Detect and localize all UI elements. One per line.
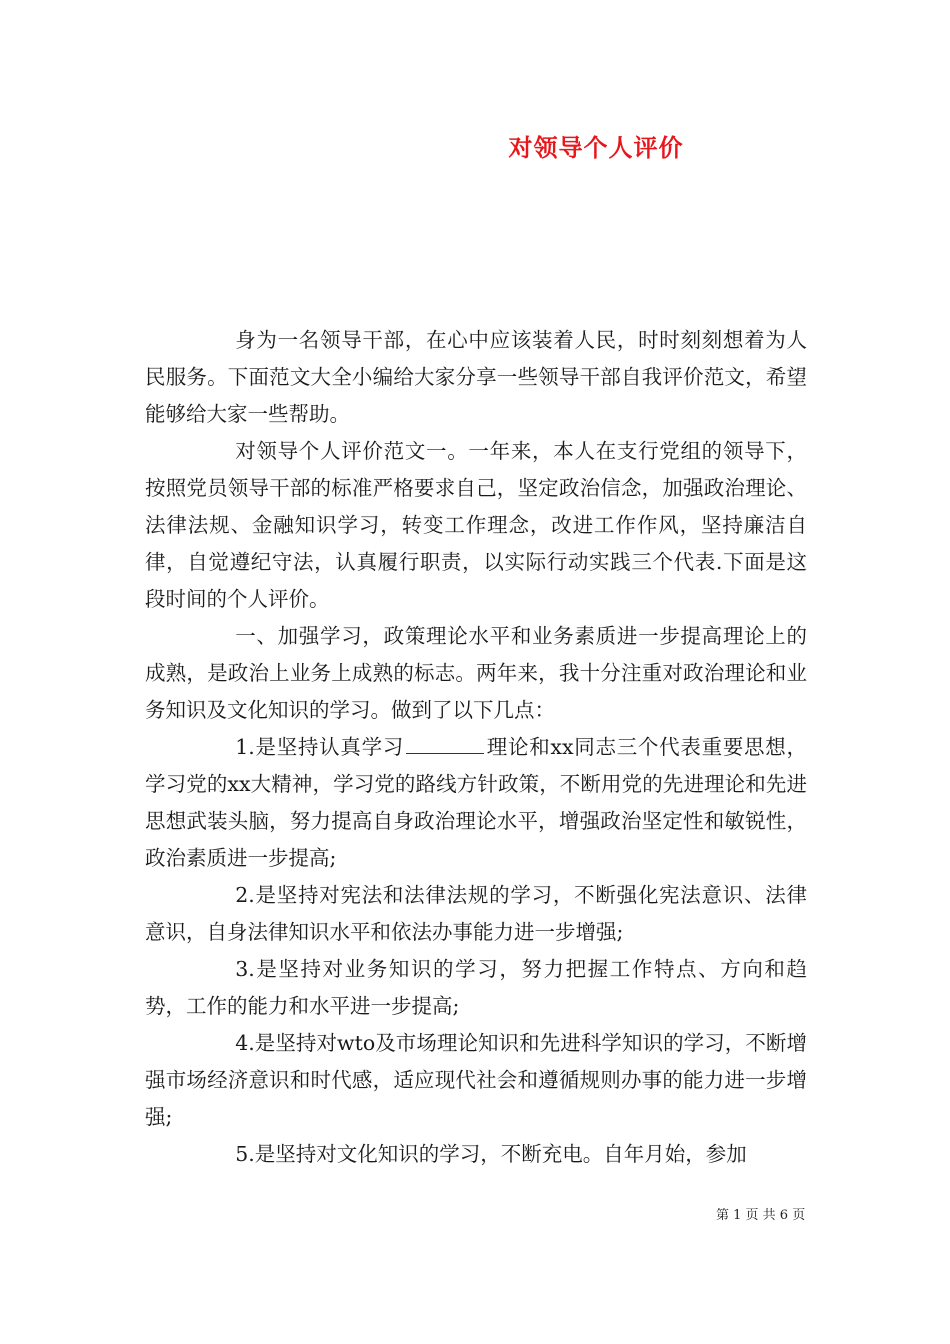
point-1-text-before-blank: 1.是坚持认真学习 — [235, 735, 405, 759]
paragraph-point-3: 3.是坚持对业务知识的学习，努力把握工作特点、方向和趋势，工作的能力和水平进一步提高; — [145, 957, 807, 1018]
paragraph-intro: 身为一名领导干部，在心中应该装着人民，时时刻刻想着为人民服务。下面范文大全小编给大家分享一些领导干部自我评价范文，希望能够给大家一些帮助。 — [145, 328, 807, 426]
point-1-text-after-blank: 理论和xx同志三个代表重要思想，学习党的xx大精神，学习党的路线方针政策，不断用党的先进理论和先进思想武装头脑，努力提高自身政治理论水平，增强政治坚定性和敏锐性，政治素质进一步提高; — [145, 735, 807, 870]
paragraph-point-1 — [145, 729, 807, 877]
fill-in-blank-line — [406, 731, 484, 754]
paragraph-point-2: 2.是坚持对宪法和法律法规的学习，不断强化宪法意识、法律意识，自身法律知识水平和依法办事能力进一步增强; — [145, 883, 807, 944]
page-number-footer: 第 1 页 共 6 页 — [716, 1208, 806, 1223]
document-body — [145, 322, 807, 1173]
paragraph-point-4: 4.是坚持对wto及市场理论知识和先进科学知识的学习，不断增强市场经济意识和时代感，适应现代社会和遵循规则办事的能力进一步增强; — [145, 1031, 807, 1129]
paragraph-section-one: 一、加强学习，政策理论水平和业务素质进一步提高理论上的成熟，是政治上业务上成熟的标志。两年来，我十分注重对政治理论和业务知识及文化知识的学习。做到了以下几点： — [145, 624, 807, 722]
document-title: 对领导个人评价 — [508, 133, 684, 162]
paragraph-point-5: 5.是坚持对文化知识的学习，不断充电。自年月始，参加 — [235, 1142, 747, 1166]
paragraph-sample-one: 对领导个人评价范文一。一年来，本人在支行党组的领导下，按照党员领导干部的标准严格要求自己，坚定政治信念，加强政治理论、法律法规、金融知识学习，转变工作理念，改进工作作风，坚持廉洁自律，自觉遵纪守法，认真履行职责，以实际行动实践三个代表.下面是这段时间的个人评价。 — [145, 439, 807, 611]
